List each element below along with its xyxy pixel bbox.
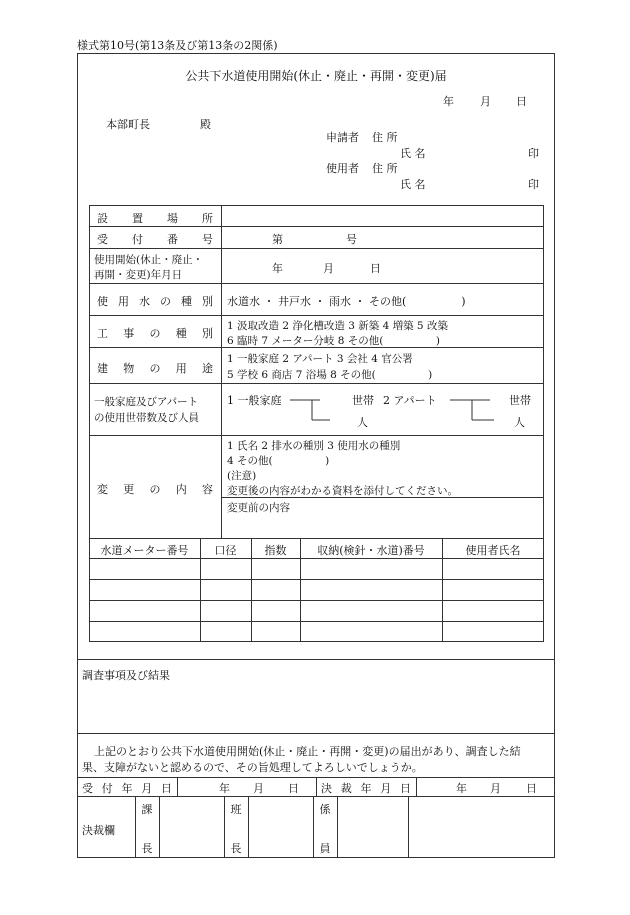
- label-household-2: の使用世帯数及び人員: [94, 412, 199, 424]
- change-before: 変更前の内容: [227, 502, 290, 514]
- investigation-label: 調査事項及び結果: [82, 669, 170, 682]
- label-start-date-1: 使用開始(休止・廃止・: [94, 254, 204, 266]
- addressee: 本部町長: [106, 118, 150, 131]
- household-general-nin: 人: [357, 416, 368, 429]
- stamp-hancho-bottom: 長: [230, 842, 242, 855]
- change-note: (注意): [227, 470, 257, 482]
- water-type-options: 水道水 ・ 井戸水 ・ 雨水 ・ その他( ): [227, 295, 466, 308]
- stamp-kacho-bottom: 長: [141, 842, 153, 855]
- user-seal: 印: [528, 178, 539, 191]
- building-use-line2: 5 学校 6 商店 7 浴場 8 その他( ): [227, 369, 433, 381]
- household-bracket-2: [450, 396, 494, 424]
- work-type-line1: 1 汲取改造 2 浄化槽改造 3 新築 4 増築 5 改築: [227, 320, 448, 332]
- start-date-day: 日: [370, 262, 381, 275]
- stamp-kakari-top: 係: [319, 803, 331, 816]
- decision-month: 月: [490, 782, 501, 795]
- approval-text-1: 上記のとおり公共下水道使用開始(休止・廃止・再開・変更)の届出があり、調査した結: [94, 745, 521, 758]
- stamp-kacho-top: 課: [141, 803, 153, 816]
- household-general-setai: 世帯: [352, 394, 374, 407]
- receipt-go: 号: [346, 233, 357, 246]
- stamp-kakari-bottom: 員: [319, 842, 331, 855]
- receipt-dai: 第: [272, 233, 283, 246]
- meter-header-index: 指数: [264, 544, 287, 557]
- work-type-line2: 6 臨時 7 メーター分岐 8 その他( ): [227, 335, 440, 347]
- decision-date-label: 決 裁 年 月 日: [321, 782, 411, 795]
- label-water-type: 使 用 水 の 種 別: [97, 295, 213, 308]
- label-work-type: 工 事 の 種 別: [97, 327, 213, 340]
- date-month: 月: [480, 95, 491, 108]
- meter-header-diameter: 口径: [214, 544, 237, 557]
- meter-header-user: 使用者氏名: [465, 544, 521, 557]
- household-general: 1 一般家庭: [227, 394, 282, 407]
- change-line1: 1 氏名 2 排水の種別 3 使用水の種別: [227, 440, 401, 452]
- change-note-text: 変更後の内容がわかる資料を添付してください。: [227, 485, 458, 497]
- receipt-year: 年: [219, 782, 230, 795]
- label-change: 変 更 の 内 容: [97, 483, 213, 496]
- change-line2: 4 その他( ): [227, 455, 330, 467]
- receipt-date-label: 受 付 年 月 日: [82, 782, 172, 795]
- label-start-date-2: 再開・変更)年月日: [94, 269, 183, 281]
- approval-text-2: 果、支障がないと認めるので、その旨処理してよろしいでしょうか。: [82, 761, 423, 774]
- receipt-month: 月: [253, 782, 264, 795]
- household-apartment-setai: 世帯: [509, 394, 531, 407]
- user-label: 使用者: [326, 162, 359, 175]
- start-date-month: 月: [323, 262, 334, 275]
- form-title: 公共下水道使用開始(休止・廃止・再開・変更)届: [185, 69, 447, 83]
- decision-day: 日: [526, 782, 537, 795]
- stamp-hancho-top: 班: [230, 803, 242, 816]
- applicant-label: 申請者: [326, 131, 359, 144]
- decision-year: 年: [456, 782, 467, 795]
- household-apartment: 2 アパート: [383, 394, 437, 407]
- building-use-line1: 1 一般家庭 2 アパート 3 会社 4 官公署: [227, 353, 413, 365]
- decision-column-label: 決裁欄: [82, 824, 115, 837]
- user-address-label: 住 所: [372, 162, 398, 175]
- honorific: 殿: [200, 118, 211, 131]
- label-household-1: 一般家庭及びアパート: [94, 396, 199, 408]
- label-location: 設 置 場 所: [97, 212, 213, 225]
- user-name-label: 氏 名: [400, 178, 426, 191]
- meter-header-number: 水道メーター番号: [100, 544, 189, 557]
- applicant-address-label: 住 所: [372, 131, 398, 144]
- label-receipt-no: 受 付 番 号: [97, 233, 213, 246]
- form-number: 様式第10号(第13条及び第13条の2関係): [77, 39, 278, 52]
- receipt-day: 日: [288, 782, 299, 795]
- label-building-use: 建 物 の 用 途: [97, 362, 213, 375]
- household-apartment-nin: 人: [514, 416, 525, 429]
- date-year: 年: [443, 95, 454, 108]
- date-day: 日: [516, 95, 527, 108]
- start-date-year: 年: [272, 262, 283, 275]
- applicant-seal: 印: [528, 147, 539, 160]
- meter-header-account: 収納(検針・水道)番号: [317, 544, 425, 557]
- applicant-name-label: 氏 名: [400, 147, 426, 160]
- household-bracket-1: [290, 396, 330, 424]
